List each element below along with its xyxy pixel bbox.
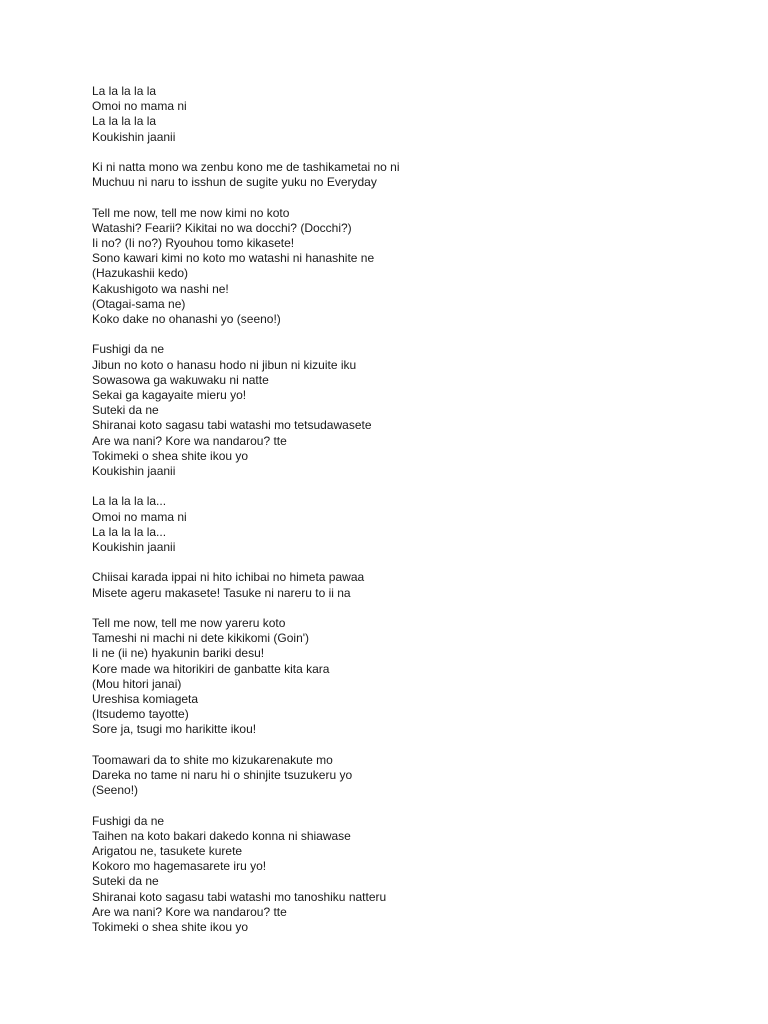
lyrics-stanza: [92, 494, 732, 555]
lyric-line: Shiranai koto sagasu tabi watashi mo tetsudawasete: [92, 418, 372, 433]
lyric-line: (Hazukashii kedo): [92, 266, 189, 281]
lyric-line: La la la la la...: [92, 494, 167, 509]
lyric-line: Misete ageru makasete! Tasuke ni nareru to ii na: [92, 585, 351, 600]
lyric-line: La la la la la: [92, 84, 157, 98]
lyric-line: Koko dake no ohanashi yo (seeno!): [92, 312, 281, 327]
lyric-line: Tell me now, tell me now kimi no koto: [92, 205, 290, 220]
lyrics-stanza: [92, 84, 732, 145]
lyrics-body: [92, 84, 732, 950]
lyric-line: Taihen na koto bakari dakedo konna ni shiawase: [92, 828, 351, 843]
lyric-line: Kakushigoto wa nashi ne!: [92, 281, 229, 296]
lyric-line: Arigatou ne, tasukete kurete: [92, 844, 243, 859]
lyrics-stanza: [92, 206, 732, 328]
lyric-line: Jibun no koto o hanasu hodo ni jibun ni kizuite iku: [92, 357, 357, 372]
lyric-line: Dareka no tame ni naru hi o shinjite tsuzukeru yo: [92, 768, 353, 783]
lyric-line: Fushigi da ne: [92, 342, 165, 357]
lyric-line: Kokoro mo hagemasarete iru yo!: [92, 859, 267, 874]
lyrics-stanza: [92, 342, 732, 479]
lyrics-stanza: [92, 570, 732, 600]
lyric-line: Toomawari da to shite mo kizukarenakute mo: [92, 752, 333, 767]
lyric-line: Suteki da ne: [92, 874, 159, 889]
lyrics-stanza: [92, 616, 732, 738]
lyric-line: Are wa nani? Kore wa nandarou? tte: [92, 904, 287, 919]
lyric-line: Koukishin jaanii: [92, 464, 176, 479]
lyric-line: Fushigi da ne: [92, 813, 165, 828]
lyric-line: Sekai ga kagayaite mieru yo!: [92, 388, 247, 403]
lyric-line: La la la la la: [92, 114, 157, 129]
lyric-line: Sowasowa ga wakuwaku ni natte: [92, 372, 269, 387]
lyric-line: La la la la la...: [92, 524, 167, 539]
lyric-line: Tameshi ni machi ni dete kikikomi (Goin'): [92, 631, 310, 646]
lyric-line: Sore ja, tsugi mo harikitte ikou!: [92, 722, 257, 737]
lyric-line: Are wa nani? Kore wa nandarou? tte: [92, 433, 287, 448]
lyric-line: (Itsudemo tayotte): [92, 707, 189, 722]
lyric-line: Ureshisa komiageta: [92, 692, 199, 707]
lyric-line: Tokimeki o shea shite ikou yo: [92, 448, 249, 463]
lyric-line: Koukishin jaanii: [92, 540, 176, 555]
lyric-line: Suteki da ne: [92, 403, 159, 418]
lyric-line: Ki ni natta mono wa zenbu kono me de tashikametai no ni: [92, 160, 400, 174]
lyric-line: Omoi no mama ni: [92, 99, 187, 114]
lyric-line: Omoi no mama ni: [92, 509, 187, 524]
lyric-line: (Mou hitori janai): [92, 676, 182, 691]
lyric-line: (Otagai-sama ne): [92, 296, 186, 311]
lyrics-stanza: [92, 814, 732, 936]
lyrics-stanza: [92, 160, 732, 190]
lyric-line: Watashi? Fearii? Kikitai no wa docchi? (Docchi?): [92, 220, 352, 235]
lyric-line: Tell me now, tell me now yareru koto: [92, 616, 286, 631]
lyric-line: Chiisai karada ippai ni hito ichibai no himeta pawaa: [92, 570, 365, 585]
lyric-line: Ii no? (Ii no?) Ryouhou tomo kikasete!: [92, 236, 295, 250]
lyric-line: Kore made wa hitorikiri de ganbatte kita kara: [92, 661, 330, 676]
lyric-line: Tokimeki o shea shite ikou yo: [92, 920, 249, 935]
lyrics-stanza: [92, 753, 732, 799]
lyric-line: (Seeno!): [92, 783, 139, 798]
lyric-line: Muchuu ni naru to isshun de sugite yuku no Everyday: [92, 175, 377, 190]
lyric-line: Ii ne (ii ne) hyakunin bariki desu!: [92, 646, 265, 661]
lyric-line: Koukishin jaanii: [92, 129, 176, 144]
lyric-line: Shiranai koto sagasu tabi watashi mo tanoshiku natteru: [92, 889, 387, 904]
lyric-line: Sono kawari kimi no koto mo watashi ni hanashite ne: [92, 251, 375, 266]
